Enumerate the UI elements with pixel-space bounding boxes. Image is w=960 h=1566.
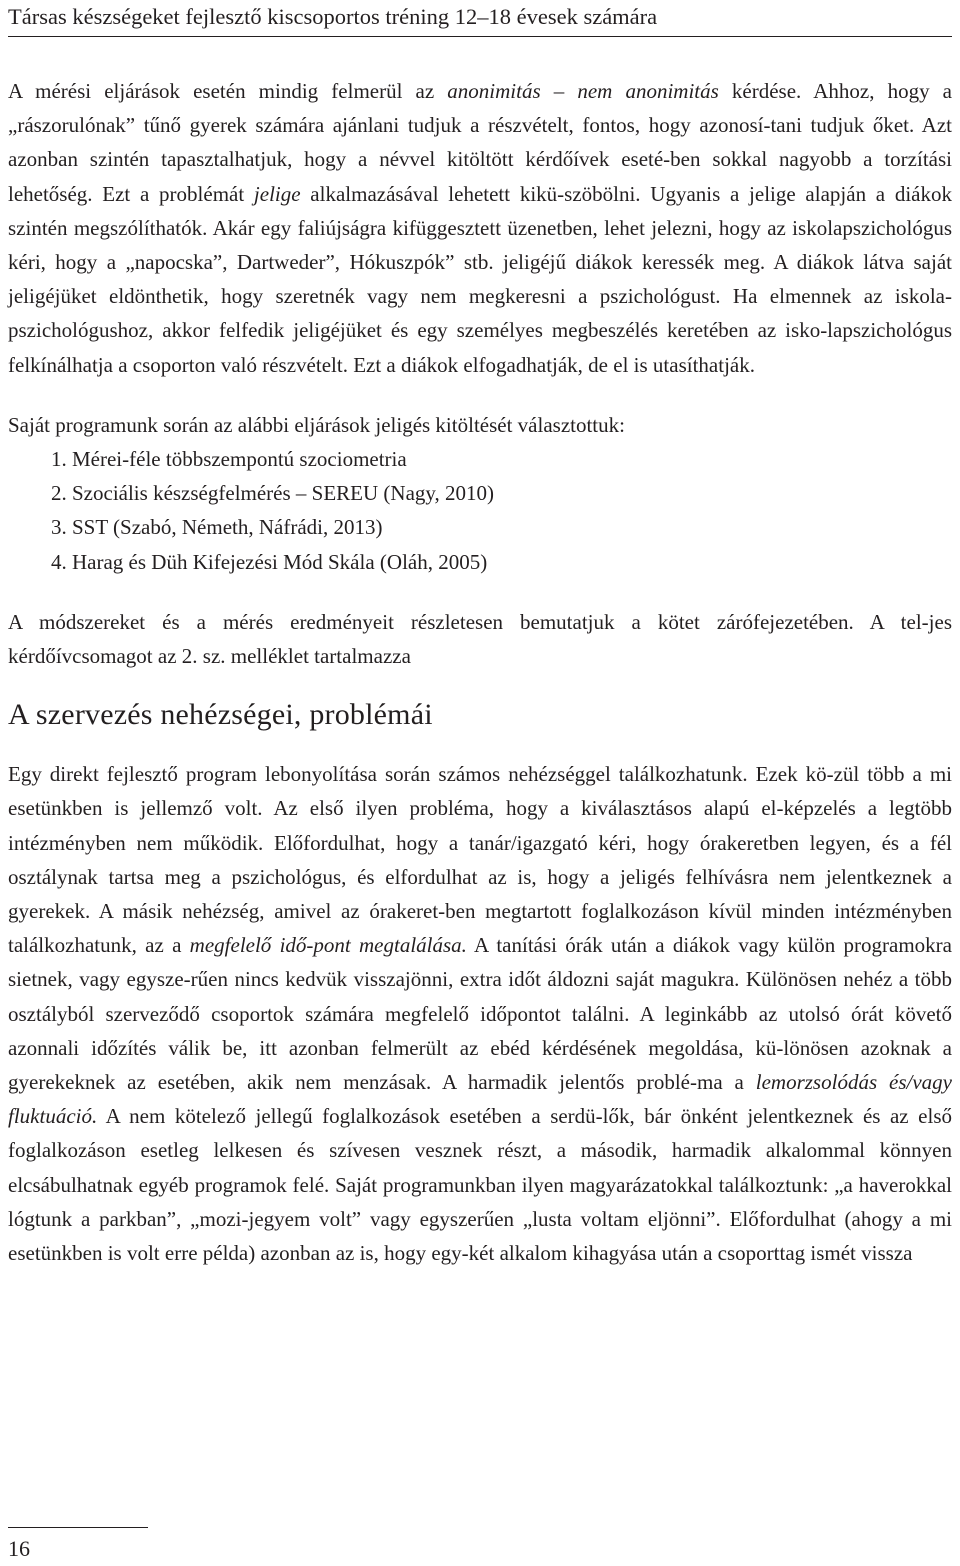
emphasis-dropout: lemorzsolódás és/vagy fluktuáció. [8, 1070, 952, 1129]
running-header: Társas készségeket fejlesztő kiscsoportos tréning 12–18 évesek számára [8, 2, 952, 37]
footer-rule [8, 1527, 148, 1528]
paragraph-gap [8, 382, 952, 408]
list-item: 3. SST (Szabó, Németh, Náfrádi, 2013) [51, 515, 383, 540]
list-item: 1. Mérei-féle többszempontú szociometria [51, 447, 407, 472]
paragraph-anonymity [8, 74, 952, 382]
emphasis-timing: megfelelő idő-pont megtalálása. [189, 933, 467, 958]
text-span: A nem kötelező jellegű foglalkozások esetében a serdü-lők, bár önként jelentkeznek és az első foglalkozáson esetleg lelkesen és szívesen vesznek részt, a második, harmadik alkalommal könnyen elcsábulhatnak egyéb programok felé. Saját programunkban ilyen magyarázatokkal találkoztunk: „a haverokkal lógtunk a parkban”, „mozi-jegyem volt” vagy egyszerűen „lusta voltam eljönni”. Előfordulhat (ahogy a mi esetünkben is volt erre példa) azonban az is, hogy egy-két alkalom kihagyása után a csoporttag ismét vissza [8, 1104, 952, 1266]
emphasis-anonymity: anonimitás – nem anonimitás [447, 79, 719, 103]
heading-gap [8, 673, 952, 695]
emphasis-jelige: jelige [253, 181, 301, 206]
text-span: A tanítási órák után a diákok vagy külön programokra sietnek, vagy egysze-rűen nincs kedvük visszajönni, extra időt áldozni saját magukra. Különösen nehéz a több osztályból szerveződő csoportok számára megfelelő időpontot találni. A leginkább az utolsó órát követő azonnali időzítés válik be, itt azonban felmerült az ebéd kérdésének megoldása, kü-lönösen azoknak a gyerekeknek az esetében, akik nem menzásak. A harmadik jelentős problé-ma a [8, 933, 952, 1095]
page-body [8, 74, 952, 1270]
text-span: Egy direkt fejlesztő program lebonyolítása során számos nehézséggel találkozhatunk. Ezek kö-zül több a mi esetünkben is jellemző volt. Az első ilyen probléma, hogy a kiválasztásos alapú el-képzelés a legtöbb intézményben nem működik. Előfordulhat, hogy a tanár/igazgató kéri, hogy órakeretben legyen, és a fél osztálynak tartsa meg a pszichológus, és elfordulhat az is, hogy a jeligés felhívásra nem jelentkeznek a gyerekek. A másik nehézség, amivel az órakeret-ben megtartott foglalkozáson kívül minden intézményben találkozhatunk, az a [8, 762, 952, 958]
heading-gap [8, 735, 952, 757]
paragraph-gap [8, 579, 952, 605]
paragraph-difficulties [8, 757, 952, 1270]
paragraph-methods: A módszereket és a mérés eredményeit részletesen bemutatjuk a kötet zárófejezetében. A tel-jes kérdőívcsomagot az 2. sz. melléklet tartalmazza [8, 609, 952, 669]
text-span: A mérési eljárások esetén mindig felmerül az [8, 79, 448, 103]
list-item: 2. Szociális készségfelmérés – SEREU (Nagy, 2010) [51, 481, 495, 506]
section-title: A szervezés nehézségei, problémái [8, 698, 433, 732]
text-span: kérdése. Ahhoz, hogy a „rászorulónak” tűnő gyerek számára ajánlani tudjuk a részvételt, fontos, hogy azonosí-tani tudjuk őket. Azt azonban szintén tapasztalhatjuk, hogy a névvel kitöltött kérdőívek eseté-ben sokkal nagyobb a torzítási lehetőség. Ezt a problémát [8, 79, 953, 206]
page-number: 16 [8, 1536, 30, 1561]
paragraph-procedures-intro: Saját programunk során az alábbi eljárások jeligés kitöltését választottuk: [8, 412, 625, 437]
list-item: 4. Harag és Düh Kifejezési Mód Skála (Oláh, 2005) [51, 549, 488, 574]
text-span: alkalmazásával lehetett kikü-szöbölni. Ugyanis a jelige alapján a diákok szintén megszólíthatók. Akár egy faliújságra kifüggesztett üzenetben, lehet jelezni, hogy az iskolapszichológus kéri, hogy a „napocska”, Dartweder”, Hókuszpók” stb. jeligéjű diákok keressék meg. A diákok látva saját jeligéjüket eldönthetik, hogy szeretnék vagy nem megkeresni a pszichológust. Ha elmennek az iskola-pszichológushoz, akkor felfedik jeligéjüket és egy személyes megbeszélés keretében az isko-lapszichológus felkínálhatja a csoporton való részvételt. Ezt a diákok elfogadhatják, de el is utasíthatják. [8, 181, 952, 377]
procedures-list [8, 442, 952, 579]
